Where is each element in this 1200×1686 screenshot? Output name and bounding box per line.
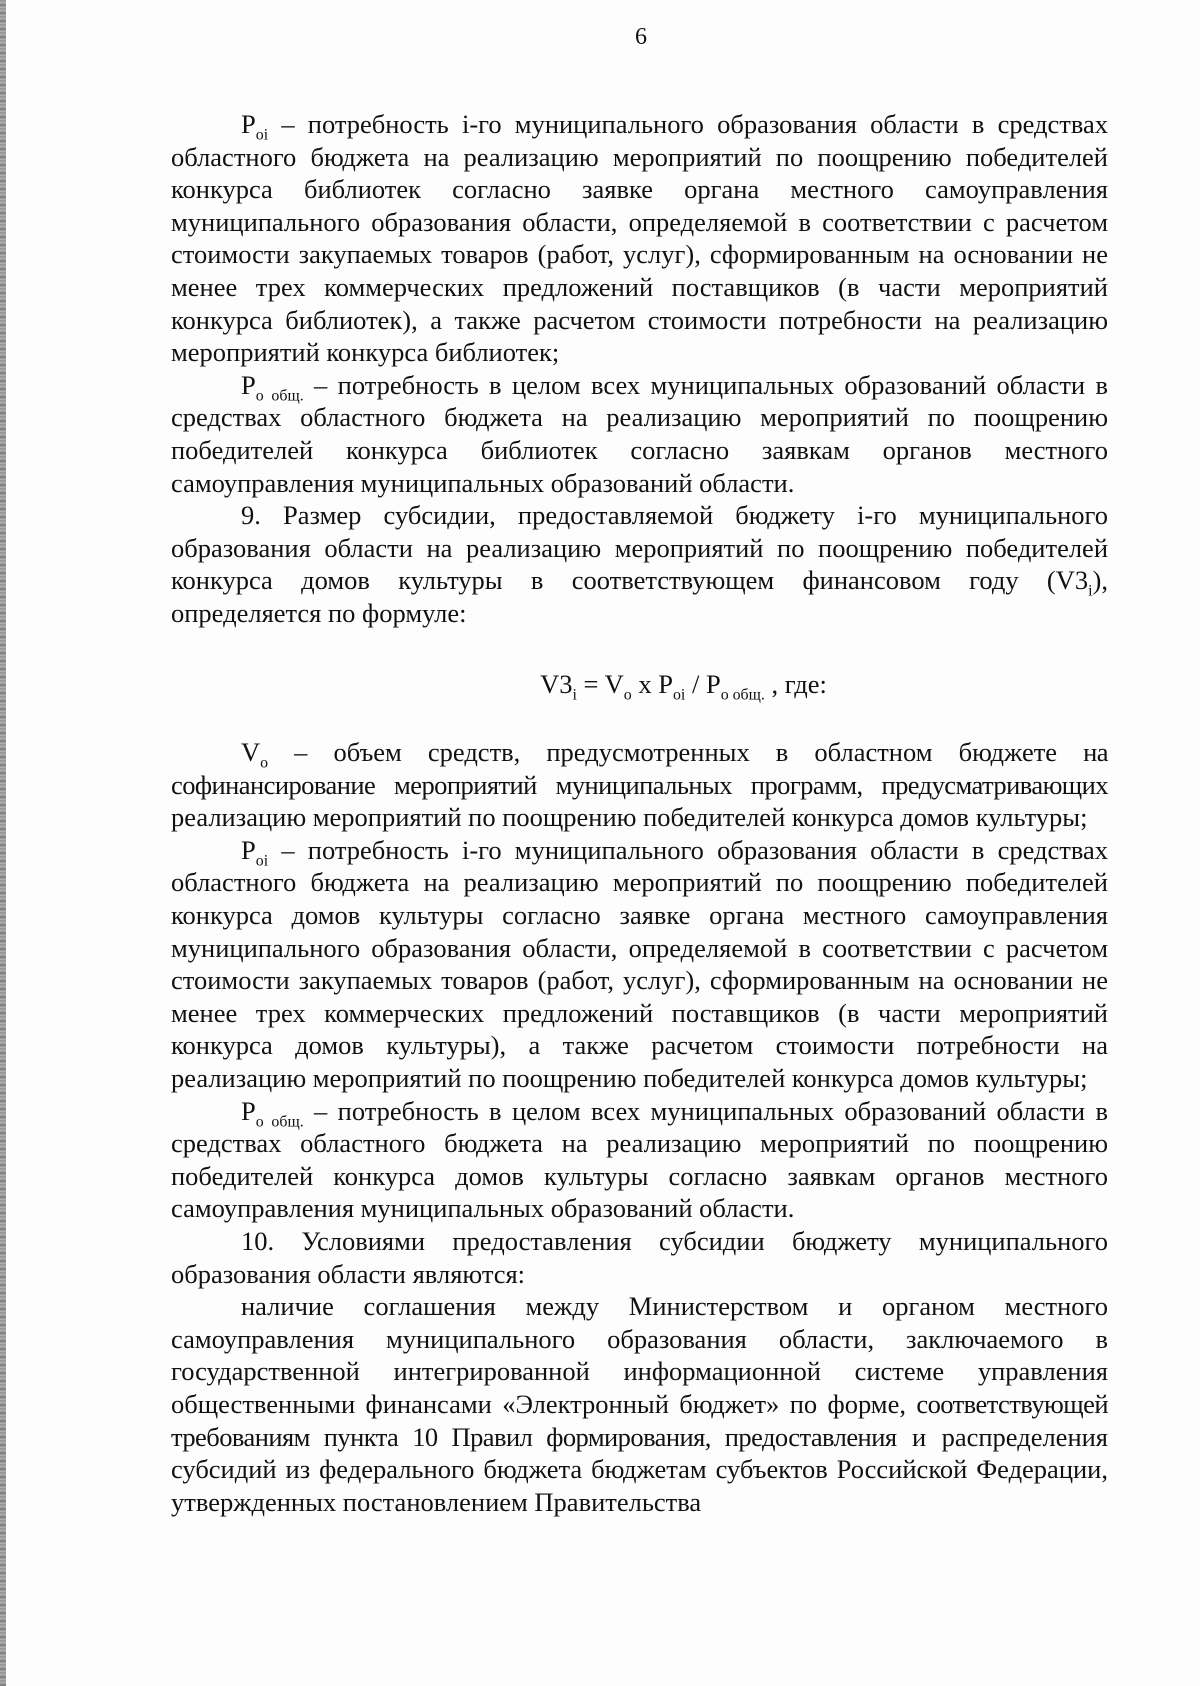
formula-equals-v: = V	[576, 668, 624, 699]
paragraph-text: – объем средств, предусмотренных в областном бюджете	[268, 737, 1084, 768]
paragraph-item-9	[171, 499, 1108, 629]
formula-ptotal-subscript: о общ.	[720, 685, 765, 703]
symbol-subscript: о общ.	[255, 387, 304, 405]
symbol-p: P	[241, 369, 256, 400]
formula-tail: , где:	[764, 668, 827, 699]
formula-divide-p: / P	[685, 668, 721, 699]
document-body	[171, 108, 1108, 1518]
paragraph-text-condensed: соответствующей требованиям пункта 10 Правил формирования, предоставления	[171, 1388, 1108, 1452]
paragraph-ptotal-libraries	[171, 369, 1108, 499]
paragraph-text: 9. Размер субсидии, предоставляемой бюджету i-го муниципального образования области на реализацию мероприятий по поощрению победителей конкурса домов культуры в соответствующем финансовом году (V3	[171, 500, 1108, 596]
paragraph-text-condensed: на софинансирование мероприятий муниципальных программ, предусматривающих	[171, 737, 1108, 800]
paragraph-vo	[171, 736, 1108, 834]
symbol-subscript: o	[260, 754, 269, 772]
formula-times-p: x P	[631, 668, 673, 699]
formula-v-subscript: o	[623, 685, 632, 703]
page-number: 6	[635, 24, 647, 50]
symbol-subscript: i	[1088, 582, 1093, 600]
paragraph-text: – потребность i-го муниципального образования области в средствах областного бюджета на реализацию мероприятий по поощрению победителей конкурса домов культуры согласно заявке органа местного самоуправления муниципального образования области, определяемой в соответствии с расчетом стоимости закупаемых товаров (работ, услуг), сформированным на основании не менее трех коммерческих предложений поставщиков (в части мероприятий конкурса домов культуры), а также расчетом стоимости потребности на реализацию мероприятий по поощрению победителей конкурса домов культуры;	[171, 834, 1108, 1094]
formula-lhs: V3	[540, 668, 573, 699]
symbol-p: P	[241, 109, 256, 139]
paragraph-text: и распределения субсидий из федерального бюджета бюджетам субъектов Российской Федерации, утвержденных постановлением Правительства	[171, 1421, 1108, 1517]
symbol-subscript: oi	[255, 852, 269, 870]
paragraph-text: – потребность i-го муниципального образования области в средствах областного бюджета на реализацию мероприятий по поощрению победителей конкурса библиотек согласно заявке органа местного самоуправления муниципального образования области, определяемой в соответствии с расчетом стоимости закупаемых товаров (работ, услуг), сформированным на основании не менее трех коммерческих предложений поставщиков (в части мероприятий конкурса библиотек), а также расчетом стоимости потребности на реализацию мероприятий конкурса библиотек;	[171, 109, 1108, 368]
paragraph-agreement	[171, 1290, 1108, 1518]
paragraph-poi-libraries	[171, 108, 1108, 369]
paragraph-item-10: 10. Условиями предоставления субсидии бюджету муниципального образования области являются:	[171, 1226, 1108, 1289]
symbol-subscript: о общ.	[255, 1112, 304, 1130]
symbol-p: P	[241, 834, 256, 865]
paragraph-ptotal-culture	[171, 1095, 1108, 1225]
symbol-p: P	[241, 1095, 256, 1126]
symbol-subscript: oi	[255, 126, 269, 144]
paragraph-poi-culture	[171, 834, 1108, 1095]
paragraph-text: – потребность в целом всех муниципальных образований области в средствах областного бюджета на реализацию мероприятий по поощрению победителей конкурса домов культуры согласно заявкам органов местного самоуправления муниципальных образований области.	[171, 1095, 1108, 1224]
formula-lhs-subscript: i	[572, 685, 577, 703]
paragraph-text: ), определяется по формуле:	[171, 565, 1108, 628]
paragraph-text: реализацию мероприятий по поощрению победителей конкурса домов культуры;	[171, 802, 1088, 833]
symbol-v: V	[241, 737, 261, 768]
paragraph-text: наличие соглашения между Министерством и органом местного самоуправления муниципального образования области, заключаемого в государственной интегрированной информационной системе управления общественными финансами «Электронный бюджет» по форме,	[171, 1291, 1108, 1419]
formula	[171, 668, 1108, 701]
formula-p-subscript: oi	[672, 685, 686, 703]
scan-edge	[0, 0, 6, 1686]
paragraph-text: – потребность в целом всех муниципальных образований области в средствах областного бюджета на реализацию мероприятий по поощрению победителей конкурса библиотек согласно заявкам органов местного самоуправления муниципальных образований области.	[171, 369, 1108, 498]
